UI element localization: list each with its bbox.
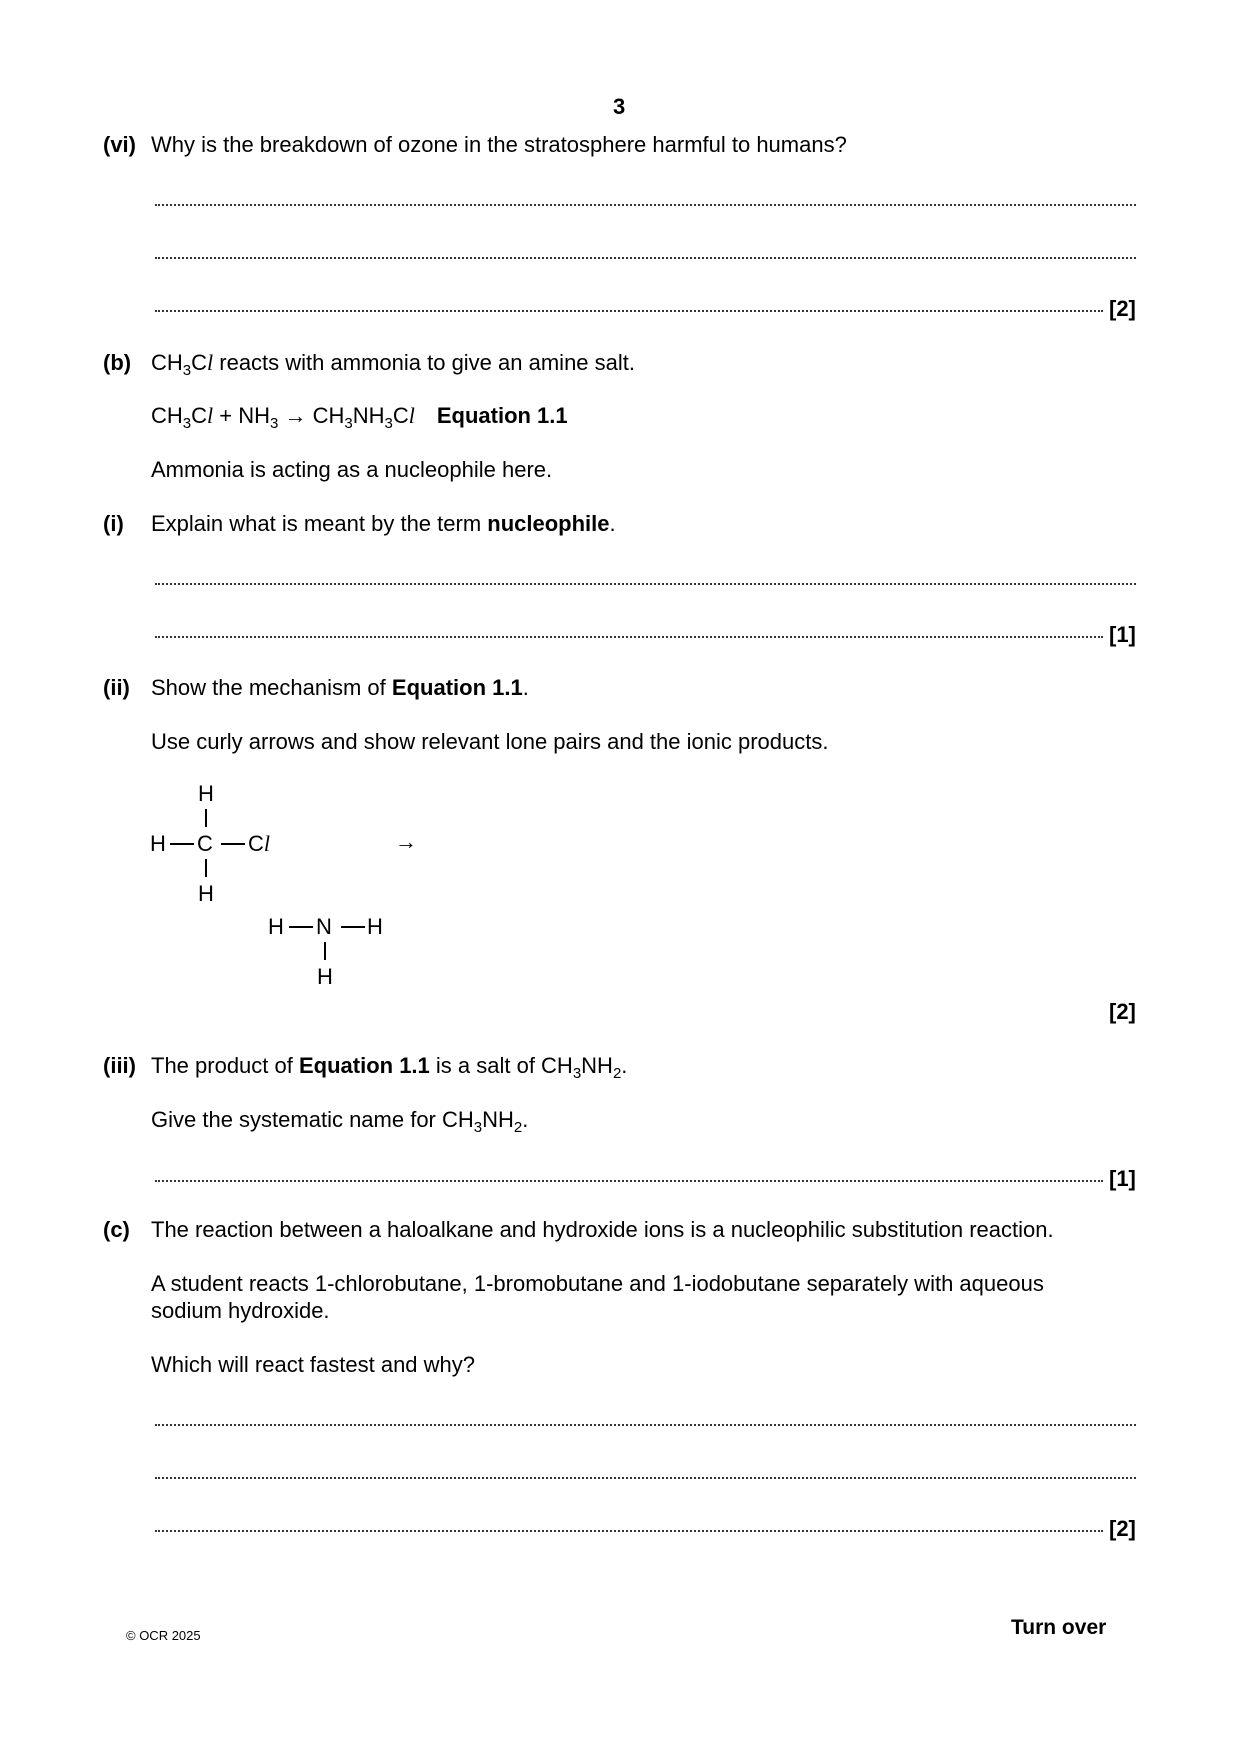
page-number: 3 xyxy=(613,94,626,119)
atom-n: N xyxy=(316,914,332,939)
atom-h-left: H xyxy=(150,831,166,856)
bond xyxy=(221,843,245,845)
answer-line[interactable] xyxy=(155,257,1136,259)
question-text-i: Explain what is meant by the term nucleophile. xyxy=(151,511,616,536)
marks-iii: [1] xyxy=(1109,1166,1136,1191)
marks-c: [2] xyxy=(1109,1516,1136,1541)
question-prompt-c: Which will react fastest and why? xyxy=(151,1352,476,1377)
answer-line[interactable] xyxy=(155,1530,1103,1532)
equation-1-1: $CH_3Cl + NH_3 \to CH_3NH_3Cl$ Equation 1.1 xyxy=(151,403,568,432)
bond xyxy=(324,942,326,960)
atom-h-right: H xyxy=(367,914,383,939)
reaction-arrow: → xyxy=(395,829,417,854)
turn-over: Turn over xyxy=(1011,1616,1107,1639)
marks-vi: [2] xyxy=(1109,296,1136,321)
atom-cl: Cl xyxy=(248,831,271,856)
marks-ii: [2] xyxy=(1109,999,1136,1024)
question-label-i: (i) xyxy=(103,511,124,536)
question-text-b: $CH_3Cl$ reacts with ammonia to give an amine salt. xyxy=(151,350,635,379)
atom-h-bottom: H xyxy=(317,964,333,989)
question-label-ii: (ii) xyxy=(103,675,130,700)
answer-line[interactable] xyxy=(155,310,1103,312)
atom-h-left: H xyxy=(268,914,284,939)
atom-h-bottom: H xyxy=(198,881,214,906)
equation-label: Equation 1.1 xyxy=(436,403,568,428)
bond xyxy=(170,843,194,845)
bond xyxy=(341,926,365,928)
copyright: © OCR 2025 xyxy=(126,1628,201,1643)
answer-line[interactable] xyxy=(155,636,1103,638)
note-text: Ammonia is acting as a nucleophile here. xyxy=(151,457,553,482)
question-text-vi: Why is the breakdown of ozone in the stratosphere harmful to humans? xyxy=(151,132,847,157)
question-text-ii: Show the mechanism of Equation 1.1. xyxy=(151,675,529,700)
answer-line[interactable] xyxy=(155,204,1136,206)
instruction-text-iii: Give the systematic name for $CH_3NH_2$. xyxy=(151,1107,529,1136)
paragraph-line-2: sodium hydroxide. xyxy=(151,1298,330,1323)
question-text-iii: The product of Equation 1.1 is a salt of $CH_3NH_2$. xyxy=(151,1053,628,1082)
marks-i: [1] xyxy=(1109,622,1136,647)
question-label-vi: (vi) xyxy=(103,132,136,157)
answer-line[interactable] xyxy=(155,1180,1103,1182)
question-text-c: The reaction between a haloalkane and hydroxide ions is a nucleophilic substitution reaction. xyxy=(151,1217,1054,1242)
bond xyxy=(205,809,207,827)
question-label-b: (b) xyxy=(103,350,132,375)
answer-line[interactable] xyxy=(155,1424,1136,1426)
paragraph-line-1: A student reacts 1-chlorobutane, 1-bromobutane and 1-iodobutane separately with aqueous xyxy=(151,1271,1044,1296)
atom-h-top: H xyxy=(198,781,214,806)
question-label-c: (c) xyxy=(103,1217,130,1242)
bond xyxy=(205,859,207,877)
answer-line[interactable] xyxy=(155,1477,1136,1479)
answer-line[interactable] xyxy=(155,583,1136,585)
instruction-text-ii: Use curly arrows and show relevant lone pairs and the ionic products. xyxy=(151,729,829,754)
atom-c: C xyxy=(197,831,213,856)
question-label-iii: (iii) xyxy=(103,1053,136,1078)
bond xyxy=(289,926,313,928)
